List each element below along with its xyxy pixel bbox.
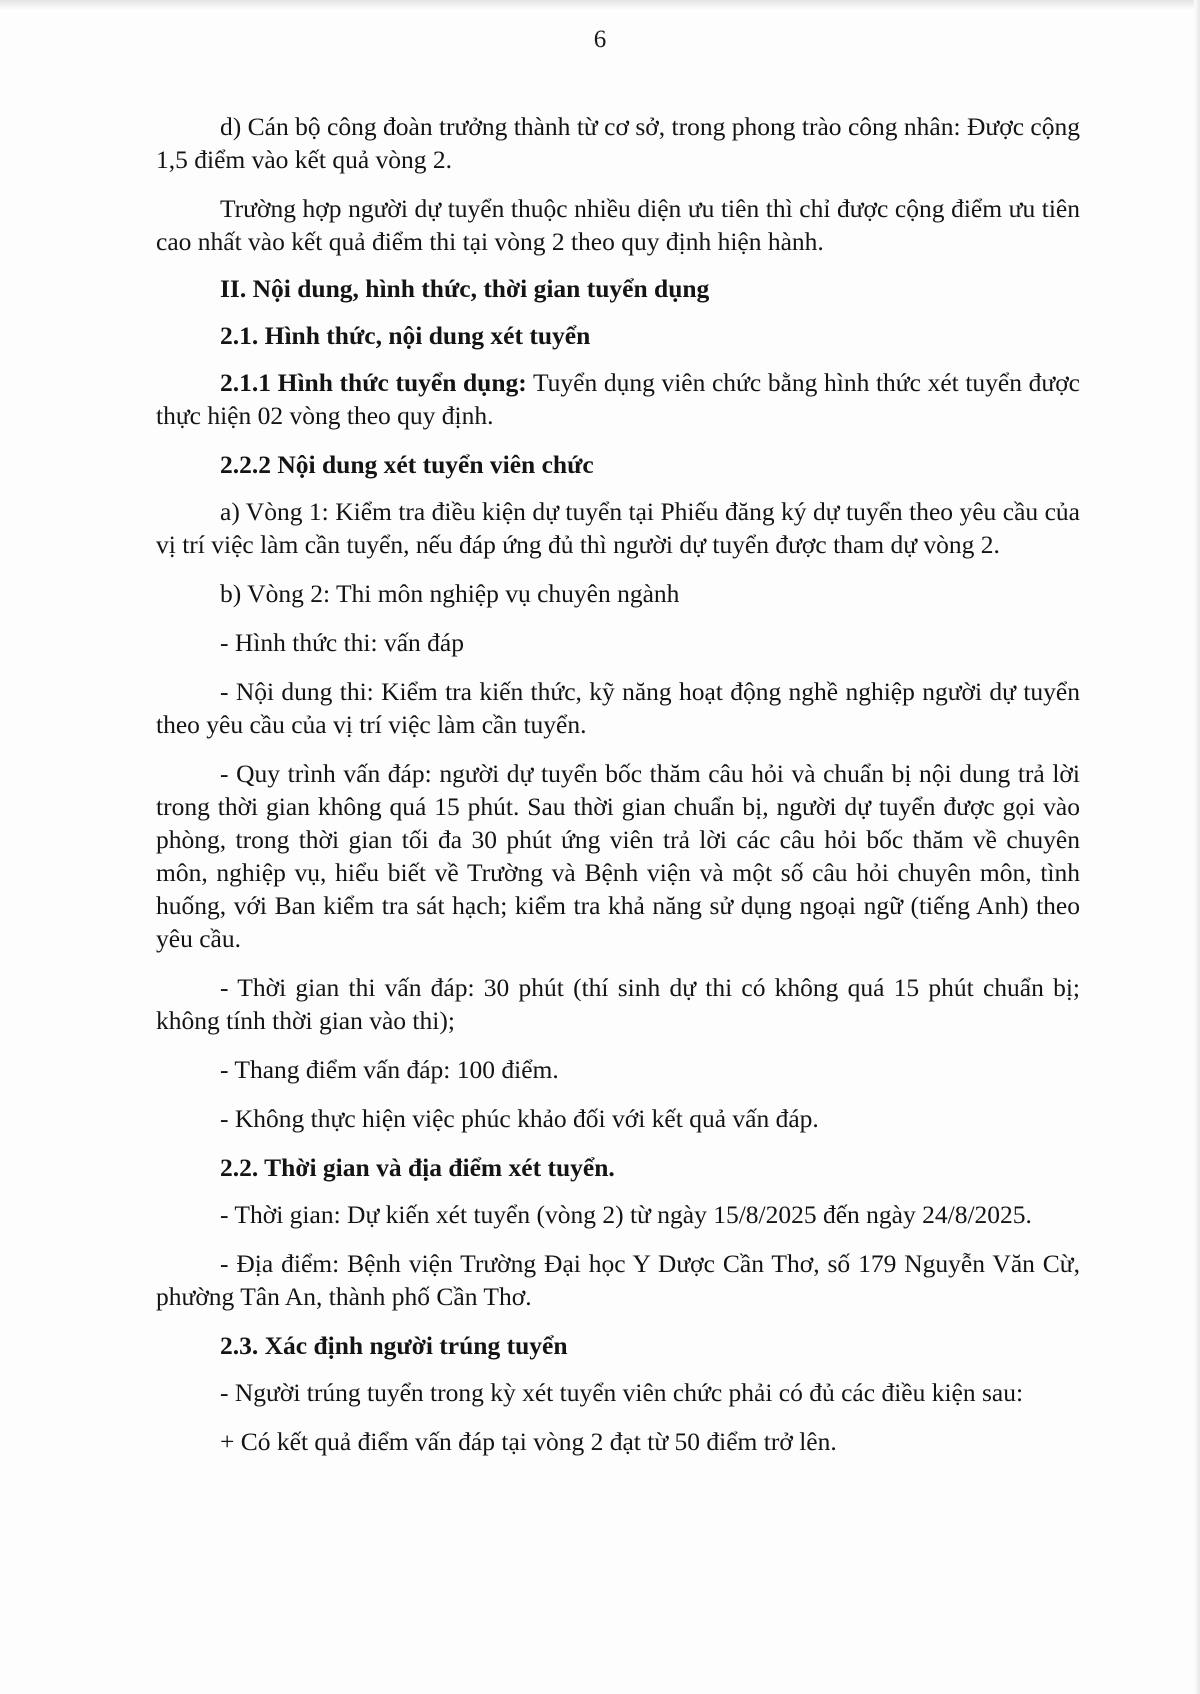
heading-2-1: 2.1. Hình thức, nội dung xét tuyển [220,321,591,350]
paragraph-round-2: b) Vòng 2: Thi môn nghiệp vụ chuyên ngành [220,579,680,608]
paragraph-location: - Địa điểm: Bệnh viện Trường Đại học Y Dược Cần Thơ, số 179 Nguyễn Văn Cừ, phường Tân An, thành phố Cần Thơ. [156,1249,1080,1311]
heading-2-2: 2.2. Thời gian và địa điểm xét tuyển. [220,1153,615,1182]
paragraph-score-scale: - Thang điểm vấn đáp: 100 điểm. [220,1055,559,1084]
paragraph-no-review: - Không thực hiện việc phúc khảo đối với kết quả vấn đáp. [220,1104,819,1133]
paragraph-time: - Thời gian: Dự kiến xét tuyển (vòng 2) từ ngày 15/8/2025 đến ngày 24/8/2025. [220,1200,1032,1229]
scan-top-edge [0,0,1200,10]
paragraph-exam-duration: - Thời gian thi vấn đáp: 30 phút (thí sinh dự thi có không quá 15 phút chuẩn bị; không tính thời gian vào thi); [156,973,1080,1035]
heading-2-3: 2.3. Xác định người trúng tuyển [220,1331,568,1360]
paragraph-winner-conditions: - Người trúng tuyển trong kỳ xét tuyển viên chức phải có đủ các điều kiện sau: [220,1378,1024,1407]
paragraph-exam-format: - Hình thức thi: vấn đáp [220,628,464,657]
paragraph-exam-content: - Nội dung thi: Kiểm tra kiến thức, kỹ năng hoạt động nghề nghiệp người dự tuyển theo yêu cầu của vị trí việc làm cần tuyển. [156,677,1080,739]
paragraph-priority-rule: Trường hợp người dự tuyển thuộc nhiều diện ưu tiên thì chỉ được cộng điểm ưu tiên cao nhất vào kết quả điểm thi tại vòng 2 theo quy định hiện hành. [156,194,1080,256]
scan-right-edge [1194,0,1200,1694]
page-number: 6 [593,26,607,53]
paragraph-2-1-1-text: Tuyển dụng viên chức bằng hình thức xét tuyển được thực hiện 02 vòng theo quy định. [156,368,1080,430]
paragraph-oral-process: - Quy trình vấn đáp: người dự tuyển bốc thăm câu hỏi và chuẩn bị nội dung trả lời trong thời gian không quá 15 phút. Sau thời gian chuẩn bị, người dự tuyển được gọi vào phòng, trong thời gian tối đa 30 phút ứng viên trả lời các câu hỏi bốc thăm về chuyên môn, nghiệp vụ, hiểu biết về Trường và Bệnh viện và một số câu hỏi chuyên môn, tình huống, với Ban kiểm tra sát hạch; kiểm tra khả năng sử dụng ngoại ngữ (tiếng Anh) theo yêu cầu. [156,759,1080,953]
heading-2-2-2: 2.2.2 Nội dung xét tuyển viên chức [220,450,594,479]
section-heading-2: II. Nội dung, hình thức, thời gian tuyển dụng [220,274,710,303]
paragraph-2-1-1-lead: 2.1.1 Hình thức tuyển dụng: [220,368,527,397]
document-body [156,110,1080,1474]
paragraph-condition-1: + Có kết quả điểm vấn đáp tại vòng 2 đạt từ 50 điểm trở lên. [220,1427,837,1456]
paragraph-2-1-1 [156,366,1080,432]
paragraph-union-cadre: d) Cán bộ công đoàn trưởng thành từ cơ sở, trong phong trào công nhân: Được cộng 1,5 điểm vào kết quả vòng 2. [156,112,1080,174]
paragraph-round-1: a) Vòng 1: Kiểm tra điều kiện dự tuyển tại Phiếu đăng ký dự tuyển theo yêu cầu của vị trí việc làm cần tuyển, nếu đáp ứng đủ thì người dự tuyển được tham dự vòng 2. [156,497,1080,559]
